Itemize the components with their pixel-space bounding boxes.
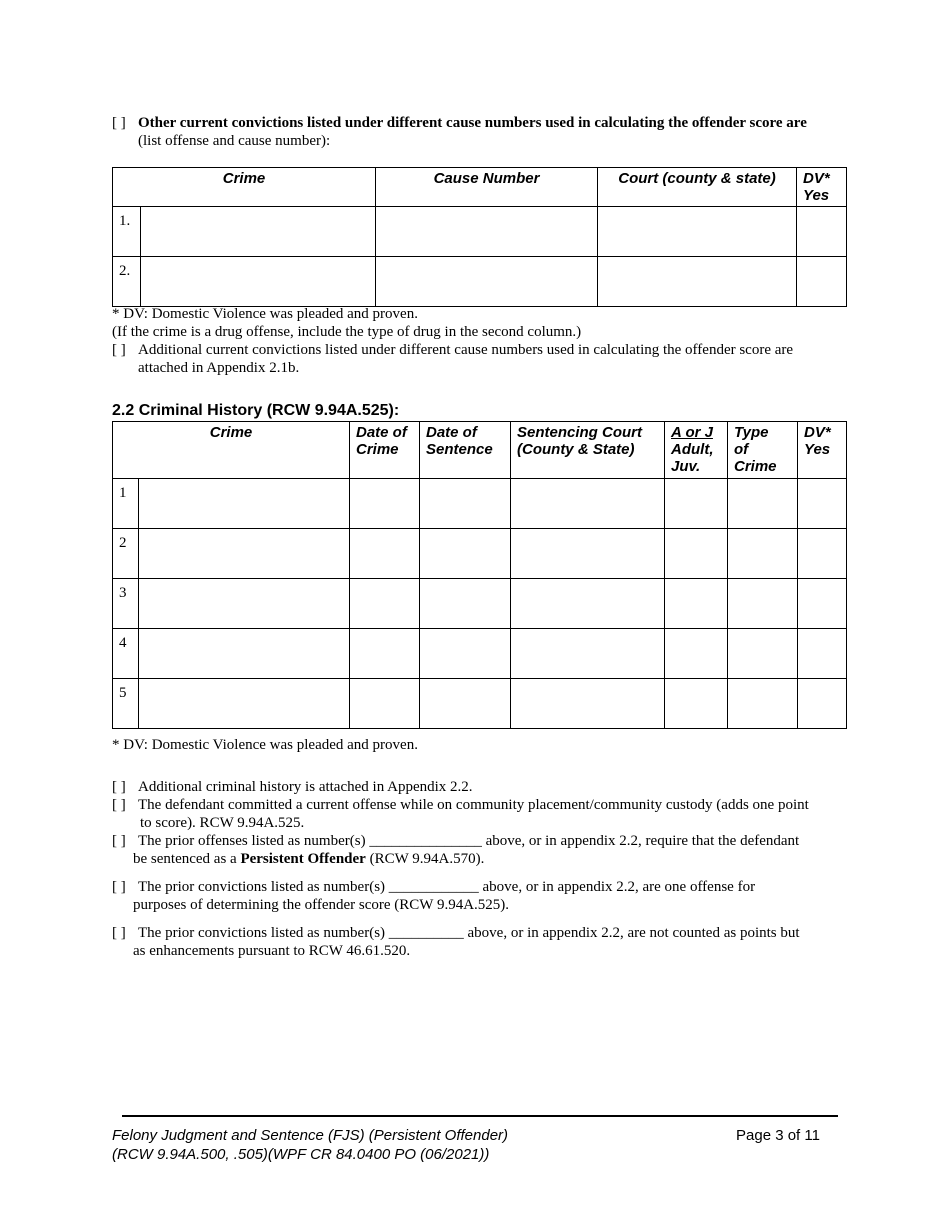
checkbox[interactable]: [ ]	[112, 879, 126, 895]
dv-cell[interactable]	[798, 479, 847, 529]
drug-note: (If the crime is a drug offense, include the type of drug in the second column.)	[112, 324, 582, 340]
current-convictions-table	[112, 167, 847, 307]
col-header-date-of-crime	[350, 422, 420, 479]
court-cell[interactable]	[598, 257, 797, 307]
other-convictions-checkbox[interactable]: [ ]	[112, 115, 126, 131]
hdr-line: Sentence	[426, 441, 493, 458]
section-title-criminal-history: 2.2 Criminal History (RCW 9.94A.525):	[112, 402, 400, 419]
col-header-sentencing-court	[511, 422, 665, 479]
col-header-crime: Crime	[113, 168, 376, 207]
col-header-crime: Crime	[113, 422, 350, 479]
court-cell[interactable]	[511, 479, 665, 529]
hdr-line: Date of	[356, 424, 407, 441]
table-row	[113, 679, 847, 729]
type-cell[interactable]	[728, 579, 798, 629]
type-cell[interactable]	[728, 679, 798, 729]
type-cell[interactable]	[728, 529, 798, 579]
criminal-history-table	[112, 421, 847, 729]
list-item	[112, 924, 852, 960]
date-of-sentence-cell[interactable]	[420, 529, 511, 579]
item-text: The defendant committed a current offense while on community placement/community custody (adds one point	[138, 797, 809, 813]
table-row	[113, 207, 847, 257]
hdr-line: Juv.	[671, 458, 701, 475]
date-of-sentence-cell[interactable]	[420, 629, 511, 679]
dv-cell[interactable]	[797, 207, 847, 257]
table-row	[113, 257, 847, 307]
date-of-crime-cell[interactable]	[350, 629, 420, 679]
date-of-sentence-cell[interactable]	[420, 579, 511, 629]
item-text: The prior offenses listed as number(s) _______________ above, or in appendix 2.2, require that the defendant	[138, 833, 800, 849]
table-row	[113, 629, 847, 679]
other-convictions-paragraph	[112, 114, 852, 150]
hdr-line: (County & State)	[517, 441, 635, 458]
court-cell[interactable]	[511, 679, 665, 729]
cause-number-cell[interactable]	[376, 257, 598, 307]
footer-line1: Felony Judgment and Sentence (FJS) (Persistent Offender)	[112, 1127, 509, 1144]
row-number: 4	[113, 629, 139, 679]
table-row	[113, 479, 847, 529]
court-cell[interactable]	[511, 529, 665, 579]
hdr-line: Sentencing Court	[517, 424, 643, 441]
dv-cell[interactable]	[798, 629, 847, 679]
item-text-part: be sentenced as a	[133, 851, 241, 867]
crime-cell[interactable]	[141, 207, 376, 257]
hdr-line: DV*	[804, 424, 831, 441]
item-text: as enhancements pursuant to RCW 46.61.520.	[133, 943, 411, 959]
dv-cell[interactable]	[798, 679, 847, 729]
type-cell[interactable]	[728, 479, 798, 529]
other-convictions-subtext: (list offense and cause number):	[138, 133, 331, 149]
hdr-line: A or J	[671, 424, 713, 441]
dv-cell[interactable]	[798, 529, 847, 579]
hdr-line: of	[734, 441, 749, 458]
item-text: Additional criminal history is attached in Appendix 2.2.	[138, 779, 473, 795]
list-item	[112, 878, 852, 914]
court-cell[interactable]	[511, 629, 665, 679]
item-text: The prior convictions listed as number(s) ____________ above, or in appendix 2.2, are one offense for	[138, 879, 756, 895]
other-convictions-bold: Other current convictions listed under different cause numbers used in calculating the offender score are	[138, 115, 807, 131]
type-cell[interactable]	[728, 629, 798, 679]
date-of-crime-cell[interactable]	[350, 579, 420, 629]
item-text-part: (RCW 9.94A.570).	[365, 851, 485, 867]
hdr-line: Crime	[734, 458, 777, 475]
item-text: The prior convictions listed as number(s) __________ above, or in appendix 2.2, are not counted as points but	[138, 925, 800, 941]
checkbox[interactable]: [ ]	[112, 797, 126, 813]
col-header-type-of-crime	[728, 422, 798, 479]
list-item	[112, 796, 852, 832]
dv-footnote-2: * DV: Domestic Violence was pleaded and proven.	[112, 737, 418, 753]
col-header-date-of-sentence	[420, 422, 511, 479]
table-row	[113, 529, 847, 579]
date-of-sentence-cell[interactable]	[420, 679, 511, 729]
hdr-line: Adult,	[671, 441, 714, 458]
page-number: Page 3 of 11	[736, 1127, 820, 1144]
adult-juv-cell[interactable]	[665, 679, 728, 729]
dv-cell[interactable]	[797, 257, 847, 307]
col-header-dv	[797, 168, 847, 207]
adult-juv-cell[interactable]	[665, 629, 728, 679]
row-number: 1.	[113, 207, 141, 257]
crime-cell[interactable]	[139, 629, 350, 679]
col-header-adult-juv	[665, 422, 728, 479]
list-item	[112, 778, 852, 796]
checkbox[interactable]: [ ]	[112, 833, 126, 849]
col-header-dv	[798, 422, 847, 479]
yes-label: Yes	[803, 187, 830, 204]
row-number: 1	[113, 479, 139, 529]
dv-label: DV*	[803, 170, 830, 187]
date-of-crime-cell[interactable]	[350, 679, 420, 729]
item-text: purposes of determining the offender score (RCW 9.94A.525).	[133, 897, 510, 913]
date-of-crime-cell[interactable]	[350, 529, 420, 579]
list-item	[112, 832, 852, 868]
checkbox[interactable]: [ ]	[112, 779, 126, 795]
adult-juv-cell[interactable]	[665, 529, 728, 579]
crime-cell[interactable]	[141, 257, 376, 307]
dv-cell[interactable]	[798, 579, 847, 629]
adult-juv-cell[interactable]	[665, 479, 728, 529]
col-header-cause-number: Cause Number	[376, 168, 598, 207]
footer-line2: (RCW 9.94A.500, .505)(WPF CR 84.0400 PO (06/2021))	[112, 1146, 490, 1163]
col-header-court: Court (county & state)	[598, 168, 797, 207]
item-text	[112, 850, 852, 868]
crime-cell[interactable]	[139, 529, 350, 579]
hdr-line: Type	[734, 424, 769, 441]
row-number: 5	[113, 679, 139, 729]
footer-rule	[122, 1115, 838, 1117]
row-number: 2	[113, 529, 139, 579]
hdr-line: Yes	[804, 441, 831, 458]
court-cell[interactable]	[511, 579, 665, 629]
footer-form-title	[112, 1126, 508, 1164]
additional-convictions-checkbox[interactable]: [ ]	[112, 342, 126, 358]
dv-footnote: * DV: Domestic Violence was pleaded and proven.	[112, 306, 418, 322]
item-text: to score). RCW 9.94A.525.	[140, 815, 305, 831]
crime-cell[interactable]	[139, 479, 350, 529]
date-of-sentence-cell[interactable]	[420, 479, 511, 529]
table1-notes	[112, 305, 852, 377]
table-row	[113, 579, 847, 629]
crime-cell[interactable]	[139, 679, 350, 729]
persistent-offender-label: Persistent Offender	[240, 851, 366, 867]
hdr-line: Crime	[356, 441, 399, 458]
cause-number-cell[interactable]	[376, 207, 598, 257]
row-number: 3	[113, 579, 139, 629]
additional-convictions-text: Additional current convictions listed under different cause numbers used in calculating the offender score are	[138, 342, 794, 358]
additional-convictions-text-2: attached in Appendix 2.1b.	[138, 360, 300, 376]
date-of-crime-cell[interactable]	[350, 479, 420, 529]
criminal-history-checklist	[112, 778, 852, 960]
checkbox[interactable]: [ ]	[112, 925, 126, 941]
row-number: 2.	[113, 257, 141, 307]
hdr-line: Date of	[426, 424, 477, 441]
court-cell[interactable]	[598, 207, 797, 257]
adult-juv-cell[interactable]	[665, 579, 728, 629]
crime-cell[interactable]	[139, 579, 350, 629]
